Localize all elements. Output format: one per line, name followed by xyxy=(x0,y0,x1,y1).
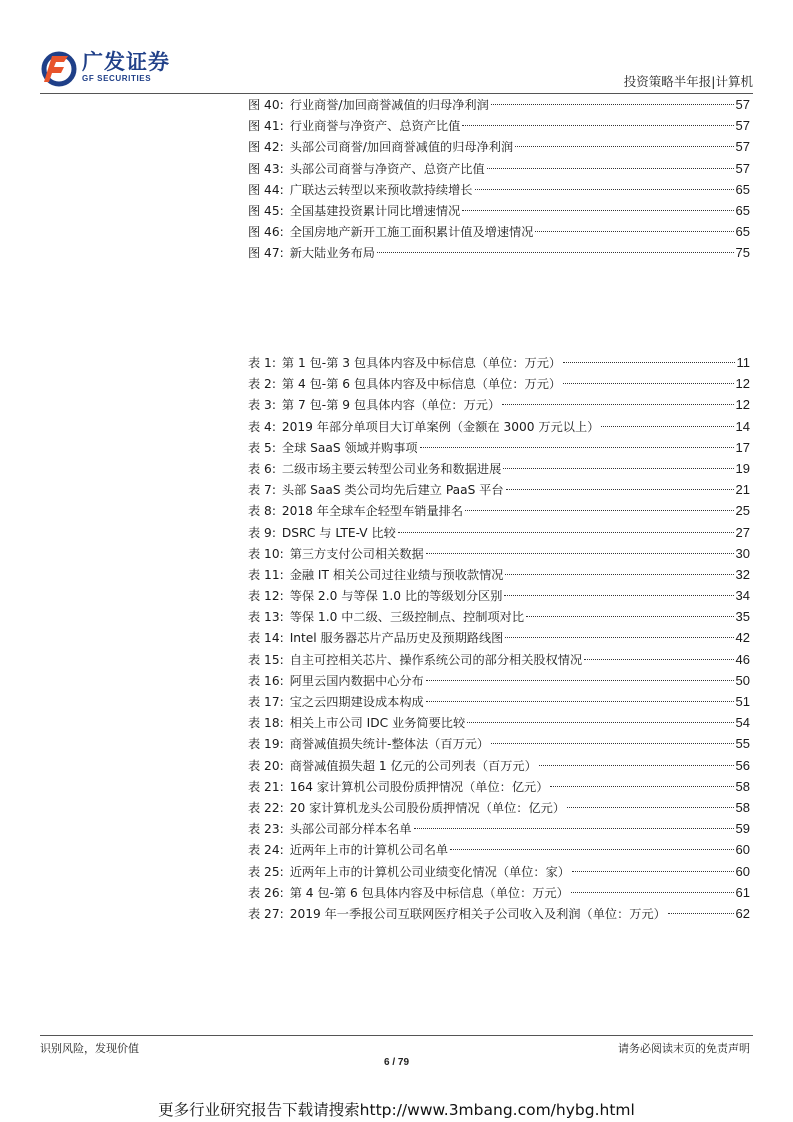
table-entry-label: 表 2: xyxy=(248,377,276,392)
figure-entry-page: 65 xyxy=(735,202,750,218)
table-entry-page: 62 xyxy=(735,905,750,921)
table-entry[interactable] xyxy=(248,394,750,415)
logo-english-name: GF SECURITIES xyxy=(82,74,152,83)
table-entry-title: 第 1 包-第 3 包具体内容及中标信息（单位：万元） xyxy=(281,356,562,370)
table-entry-page: 59 xyxy=(735,821,750,837)
table-entry-label: 表 15: xyxy=(248,652,284,667)
figure-entry-title: 行业商誉/加回商誉减值的归母净利润 xyxy=(289,98,489,112)
dot-leader xyxy=(462,210,733,211)
table-entry-label: 表 8: xyxy=(248,504,276,519)
dot-leader xyxy=(506,489,734,490)
table-entry-title: 第 4 包-第 6 包具体内容及中标信息（单位：万元） xyxy=(289,885,569,900)
footer-slogan: 识别风险，发现价值 xyxy=(40,1042,139,1055)
figure-entry[interactable] xyxy=(248,136,750,157)
table-entry-title: 商誉减值损失统计-整体法（百万元） xyxy=(289,737,490,752)
dot-leader xyxy=(467,722,733,723)
table-entry[interactable] xyxy=(248,352,750,373)
table-entry[interactable] xyxy=(248,882,750,903)
table-entry-title: 阿里云国内数据中心分布 xyxy=(289,673,424,688)
table-entry-page: 60 xyxy=(735,863,750,879)
table-entry-page: 55 xyxy=(735,736,750,752)
dot-leader xyxy=(572,871,734,872)
figure-entry-title: 广联达云转型以来预收款持续增长 xyxy=(289,182,473,197)
figure-entry[interactable] xyxy=(248,221,750,242)
figure-entry-label: 图 45: xyxy=(248,203,284,218)
table-entry-page: 51 xyxy=(735,694,750,709)
table-list xyxy=(248,352,750,924)
table-entry-label: 表 4: xyxy=(248,419,276,434)
figure-entry-page: 65 xyxy=(735,181,750,197)
table-entry-label: 表 19: xyxy=(248,737,284,752)
dot-leader xyxy=(526,616,734,617)
figure-entry[interactable] xyxy=(248,115,750,136)
table-entry-page: 32 xyxy=(735,566,750,582)
figure-entry-label: 图 44: xyxy=(248,182,284,197)
figure-entry-page: 75 xyxy=(735,245,750,261)
table-entry-page: 35 xyxy=(735,609,750,625)
table-entry-page: 58 xyxy=(735,778,750,794)
table-entry-label: 表 1: xyxy=(248,356,276,370)
table-entry-page: 12 xyxy=(735,376,750,392)
dot-leader xyxy=(668,913,734,914)
table-entry-title: DSRC 与 LTE-V 比较 xyxy=(281,525,396,540)
table-entry-page: 56 xyxy=(735,757,750,773)
figure-entry[interactable] xyxy=(248,94,750,115)
dot-leader xyxy=(426,553,734,554)
table-entry-label: 表 20: xyxy=(248,758,284,773)
table-entry-title: 自主可控相关芯片、操作系统公司的部分相关股权情况 xyxy=(289,652,583,667)
dot-leader xyxy=(505,574,733,575)
figure-entry-label: 图 42: xyxy=(248,140,284,155)
figure-entry[interactable] xyxy=(248,179,750,200)
dot-leader xyxy=(563,383,733,384)
report-type: 投资策略半年报 xyxy=(623,74,712,89)
table-entry[interactable] xyxy=(248,797,750,818)
dot-leader xyxy=(535,231,733,232)
dot-leader xyxy=(426,680,734,681)
page-header xyxy=(40,50,753,95)
table-entry-page: 30 xyxy=(735,545,750,561)
table-entry[interactable] xyxy=(248,606,750,627)
report-category xyxy=(624,72,753,90)
table-entry-label: 表 5: xyxy=(248,440,276,455)
table-entry-title: 宝之云四期建设成本构成 xyxy=(289,695,424,709)
table-entry-title: 等保 2.0 与等保 1.0 比的等级划分区别 xyxy=(289,589,503,604)
table-entry-page: 42 xyxy=(735,630,750,646)
table-entry-title: 等保 1.0 中二级、三级控制点、控制项对比 xyxy=(289,610,525,625)
table-entry-title: 2018 年全球车企轻型车销量排名 xyxy=(281,504,464,519)
table-entry-label: 表 25: xyxy=(248,864,284,879)
download-banner[interactable]: 更多行业研究报告下载请搜索http://www.3mbang.com/hybg.html xyxy=(158,1101,635,1119)
table-entry-title: 头部公司部分样本名单 xyxy=(289,822,412,837)
table-entry-label: 表 16: xyxy=(248,673,284,688)
table-entry-label: 表 17: xyxy=(248,695,284,709)
table-entry[interactable] xyxy=(248,500,750,521)
table-entry[interactable] xyxy=(248,712,750,733)
figure-entry-page: 65 xyxy=(735,224,750,240)
table-entry[interactable] xyxy=(248,437,750,458)
dot-leader xyxy=(491,743,733,744)
table-entry-page: 54 xyxy=(735,715,750,731)
table-entry[interactable] xyxy=(248,627,750,648)
table-entry-page: 25 xyxy=(735,503,750,519)
figure-entry-page: 57 xyxy=(735,139,750,155)
table-entry[interactable] xyxy=(248,458,750,479)
page-number: 6 / 79 xyxy=(383,1057,410,1068)
table-entry-page: 50 xyxy=(735,672,750,688)
table-entry-page: 17 xyxy=(735,439,750,455)
dot-leader xyxy=(491,104,734,105)
figure-entry-label: 图 46: xyxy=(248,225,284,240)
table-entry-label: 表 24: xyxy=(248,843,284,858)
figure-entry-title: 全国房地产新开工施工面积累计值及增速情况 xyxy=(289,225,534,240)
table-entry-label: 表 10: xyxy=(248,546,284,561)
table-entry-label: 表 27: xyxy=(248,906,284,921)
table-entry-label: 表 23: xyxy=(248,822,284,837)
table-entry-page: 19 xyxy=(735,460,750,476)
dot-leader xyxy=(584,659,733,660)
figure-entry-label: 图 47: xyxy=(248,246,284,261)
table-entry-title: 164 家计算机公司股份质押情况（单位：亿元） xyxy=(289,779,549,794)
table-entry-title: 第 4 包-第 6 包具体内容及中标信息（单位：万元） xyxy=(281,377,562,392)
dot-leader xyxy=(601,426,733,427)
footer-disclaimer: 请务必阅读末页的免责声明 xyxy=(618,1042,750,1055)
footer-divider xyxy=(40,1035,753,1036)
table-entry[interactable] xyxy=(248,903,750,924)
dot-leader xyxy=(398,532,734,533)
dot-leader xyxy=(465,510,733,511)
table-entry-page: 61 xyxy=(735,884,750,900)
table-entry-title: 全球 SaaS 领域并购事项 xyxy=(281,440,418,455)
table-entry-label: 表 26: xyxy=(248,885,284,900)
table-entry-title: 第 7 包-第 9 包具体内容（单位：万元） xyxy=(281,398,501,413)
table-entry[interactable] xyxy=(248,373,750,394)
table-entry-label: 表 13: xyxy=(248,610,284,625)
table-entry[interactable] xyxy=(248,416,750,437)
table-entry-label: 表 11: xyxy=(248,567,284,582)
table-entry[interactable] xyxy=(248,861,750,882)
dot-leader xyxy=(462,125,733,126)
table-entry-title: 第三方支付公司相关数据 xyxy=(289,546,424,561)
dot-leader xyxy=(503,468,733,469)
dot-leader xyxy=(502,404,733,405)
table-entry[interactable] xyxy=(248,522,750,543)
table-entry-label: 表 18: xyxy=(248,716,284,731)
table-entry-page: 58 xyxy=(735,799,750,815)
figure-list xyxy=(248,94,750,264)
table-entry-title: 商誉减值损失超 1 亿元的公司列表（百万元） xyxy=(289,758,537,773)
table-entry[interactable] xyxy=(248,776,750,797)
table-entry[interactable] xyxy=(248,649,750,670)
table-entry[interactable] xyxy=(248,479,750,500)
dot-leader xyxy=(450,849,733,850)
figure-entry-title: 行业商誉与净资产、总资产比值 xyxy=(289,119,461,134)
dot-leader xyxy=(414,828,734,829)
header-separator: | xyxy=(711,74,716,89)
company-logo xyxy=(40,50,170,92)
table-entry-label: 表 3: xyxy=(248,398,276,413)
figure-entry-label: 图 40: xyxy=(248,98,284,112)
figure-entry-page: 57 xyxy=(735,160,750,176)
table-entry-page: 11 xyxy=(736,355,750,370)
dot-leader xyxy=(487,168,734,169)
figure-entry-label: 图 43: xyxy=(248,161,284,176)
table-entry-page: 12 xyxy=(735,397,750,413)
table-entry-page: 34 xyxy=(735,588,750,604)
table-entry-label: 表 9: xyxy=(248,525,276,540)
table-entry-title: 近两年上市的计算机公司名单 xyxy=(289,843,449,858)
table-entry-page: 14 xyxy=(735,418,750,434)
table-entry-label: 表 6: xyxy=(248,461,276,476)
table-entry[interactable] xyxy=(248,733,750,754)
table-entry-page: 46 xyxy=(735,651,750,667)
table-entry-title: 相关上市公司 IDC 业务简要比较 xyxy=(289,716,466,731)
dot-leader xyxy=(504,595,733,596)
table-entry-title: 2019 年一季报公司互联网医疗相关子公司收入及利润（单位：万元） xyxy=(289,906,666,921)
figure-entry-title: 新大陆业务布局 xyxy=(289,246,375,261)
dot-leader xyxy=(539,765,734,766)
figure-entry-title: 全国基建投资累计同比增速情况 xyxy=(289,203,461,218)
dot-leader xyxy=(420,447,734,448)
figure-entry-page: 57 xyxy=(735,118,750,134)
dot-leader xyxy=(426,701,734,702)
table-entry-label: 表 22: xyxy=(248,800,284,815)
table-entry-label: 表 7: xyxy=(248,483,276,498)
table-entry-title: 二级市场主要云转型公司业务和数据进展 xyxy=(281,461,502,476)
table-entry[interactable] xyxy=(248,543,750,564)
table-entry-title: 头部 SaaS 类公司均先后建立 PaaS 平台 xyxy=(281,483,504,498)
table-entry[interactable] xyxy=(248,670,750,691)
table-entry-title: 20 家计算机龙头公司股份质押情况（单位：亿元） xyxy=(289,800,566,815)
dot-leader xyxy=(563,362,734,363)
dot-leader xyxy=(550,786,733,787)
figure-entry[interactable] xyxy=(248,200,750,221)
figure-entry[interactable] xyxy=(248,158,750,179)
table-entry[interactable] xyxy=(248,691,750,712)
table-entry-title: Intel 服务器芯片产品历史及预期路线图 xyxy=(289,631,504,646)
table-entry[interactable] xyxy=(248,839,750,860)
dot-leader xyxy=(571,892,734,893)
table-entry-page: 27 xyxy=(735,524,750,540)
report-sector: 计算机 xyxy=(715,74,753,89)
figure-entry-page: 57 xyxy=(735,97,750,112)
table-entry[interactable] xyxy=(248,818,750,839)
figure-entry-title: 头部公司商誉/加回商誉减值的归母净利润 xyxy=(289,140,514,155)
table-entry-page: 21 xyxy=(735,482,750,498)
gf-logo-icon xyxy=(40,50,78,88)
dot-leader xyxy=(515,146,733,147)
table-entry-label: 表 14: xyxy=(248,631,284,646)
table-entry-title: 2019 年部分单项目大订单案例（金额在 3000 万元以上） xyxy=(281,419,600,434)
table-entry-title: 金融 IT 相关公司过往业绩与预收款情况 xyxy=(289,567,504,582)
table-entry[interactable] xyxy=(248,755,750,776)
table-entry-page: 60 xyxy=(735,842,750,858)
figure-entry-title: 头部公司商誉与净资产、总资产比值 xyxy=(289,161,485,176)
logo-chinese-name: 广发证券 xyxy=(82,50,170,74)
table-entry[interactable] xyxy=(248,564,750,585)
table-entry[interactable] xyxy=(248,585,750,606)
table-entry-label: 表 12: xyxy=(248,589,284,604)
figure-entry[interactable] xyxy=(248,242,750,263)
table-entry-label: 表 21: xyxy=(248,779,284,794)
dot-leader xyxy=(505,637,733,638)
dot-leader xyxy=(377,252,734,253)
table-entry-title: 近两年上市的计算机公司业绩变化情况（单位：家） xyxy=(289,864,570,879)
figure-entry-label: 图 41: xyxy=(248,119,284,134)
dot-leader xyxy=(567,807,734,808)
dot-leader xyxy=(475,189,734,190)
